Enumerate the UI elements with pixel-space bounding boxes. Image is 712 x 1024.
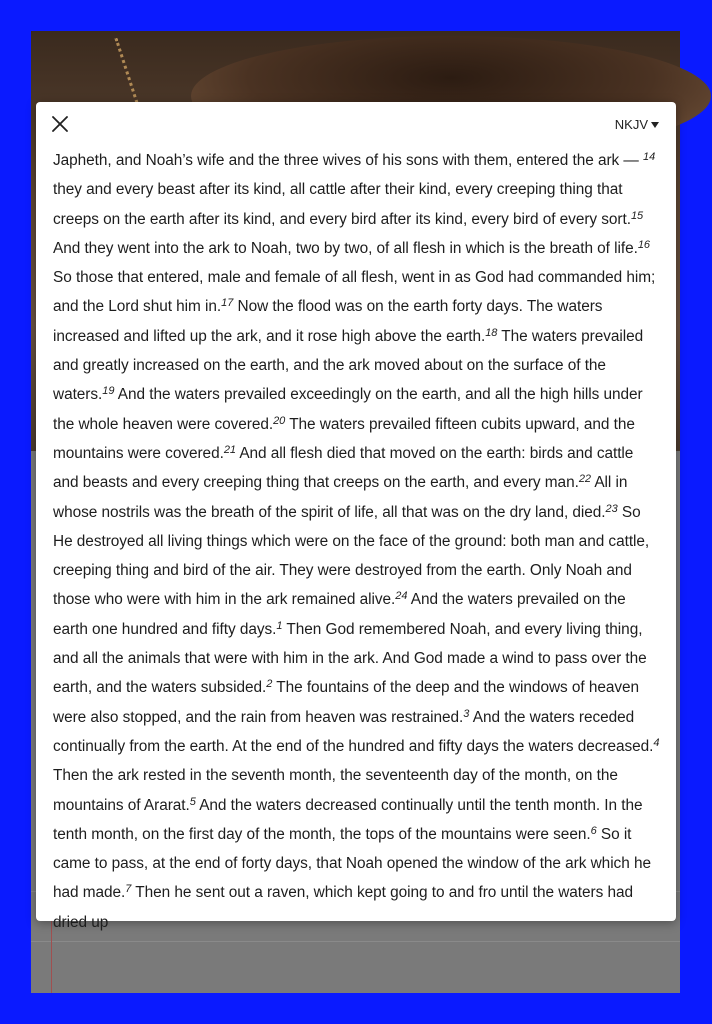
verse-text: And all flesh died that moved on the earth: birds and cattle and beasts and every creeping thing that creeps on the earth, and every man.: [53, 444, 634, 492]
version-selector[interactable]: [615, 117, 659, 132]
verse-number: 21: [223, 443, 236, 456]
verse-text: And the waters prevailed exceedingly on the earth, and all the high hills under the whole heaven were covered.: [53, 386, 643, 433]
verse-text: The fountains of the deep and the windows of heaven were also stopped, and the rain from heaven was restrained.: [53, 679, 640, 726]
verse-number: 3: [463, 707, 470, 720]
verse-number: 1: [276, 619, 283, 632]
verse-text: Now the flood was on the earth forty days. The waters increased and lifted up the ark, and it rose high above the earth.: [53, 298, 603, 345]
close-icon: [50, 114, 70, 134]
passage-text: [53, 146, 661, 937]
verse-number: 22: [578, 473, 591, 486]
verse-text: The waters prevailed and greatly increased on the earth, and the ark moved about on the surface of the waters.: [53, 327, 644, 404]
verse-number: 18: [485, 326, 498, 339]
verse-number: 7: [125, 883, 132, 896]
verse-text: Then he sent out a raven, which kept going to and fro until the waters had dried up: [53, 884, 633, 931]
verse-text: All in whose nostrils was the breath of the spirit of life, all that was on the dry land, died.: [53, 474, 628, 521]
background-divider: [31, 941, 680, 942]
verse-text: Then God remembered Noah, and every living thing, and all the animals that were with him in the ark. And God made a wind to pass over the earth, and the waters subsided.: [53, 620, 647, 697]
passage-modal: [36, 102, 676, 931]
passage-intro: Japheth, and Noah’s wife and the three wives of his sons with them, entered the ark —: [53, 152, 639, 169]
verse-number: 24: [395, 590, 408, 603]
verse-number: 15: [630, 209, 644, 222]
verse-number: 23: [605, 502, 618, 515]
verse-text: And the waters receded continually from the earth. At the end of the hundred and fifty days the waters decreased.: [53, 708, 654, 755]
verse-text: And they went into the ark to Noah, two by two, of all flesh in which is the breath of life.: [53, 239, 638, 257]
verse-number: 14: [643, 151, 656, 163]
verse-text: Then the ark rested in the seventh month, the seventeenth day of the month, on the mountains of Ararat.: [53, 767, 618, 814]
verse-number: 16: [637, 238, 650, 251]
verse-text: The waters prevailed fifteen cubits upward, and the mountains were covered.: [53, 415, 635, 462]
verse-text: they and every beast after its kind, all cattle after their kind, every creeping thing that creeps on the earth after its kind, and every bird after its kind, every bird of every sort.: [53, 181, 631, 228]
verse-number: 4: [653, 736, 660, 749]
verse-number: 6: [590, 824, 597, 837]
version-label: NKJV: [614, 117, 648, 132]
verse-text: And the waters decreased continually until the tenth month. In the tenth month, on the first day of the month, the tops of the mountains were seen.: [53, 796, 643, 843]
verse-number: 2: [266, 678, 273, 691]
verse-text: So He destroyed all living things which were on the face of the ground: both man and cattle, creeping thing and bird of the air. They were destroyed from the earth. Only Noah and those who were with him in the ark remained alive.: [53, 503, 650, 609]
close-button[interactable]: [50, 114, 70, 134]
caret-down-icon: [651, 122, 659, 128]
verse-text: So those that entered, male and female of all flesh, went in as God had commanded him; and the Lord shut him in.: [53, 269, 656, 316]
verse-number: 17: [221, 297, 234, 310]
verse-text: So it came to pass, at the end of forty days, that Noah opened the window of the ark which he had made.: [53, 825, 651, 902]
verse-number: 19: [102, 385, 115, 398]
verse-number: 5: [189, 795, 196, 808]
verse-number: 20: [273, 414, 286, 427]
verse-text: And the waters prevailed on the earth one hundred and fifty days.: [53, 591, 626, 638]
